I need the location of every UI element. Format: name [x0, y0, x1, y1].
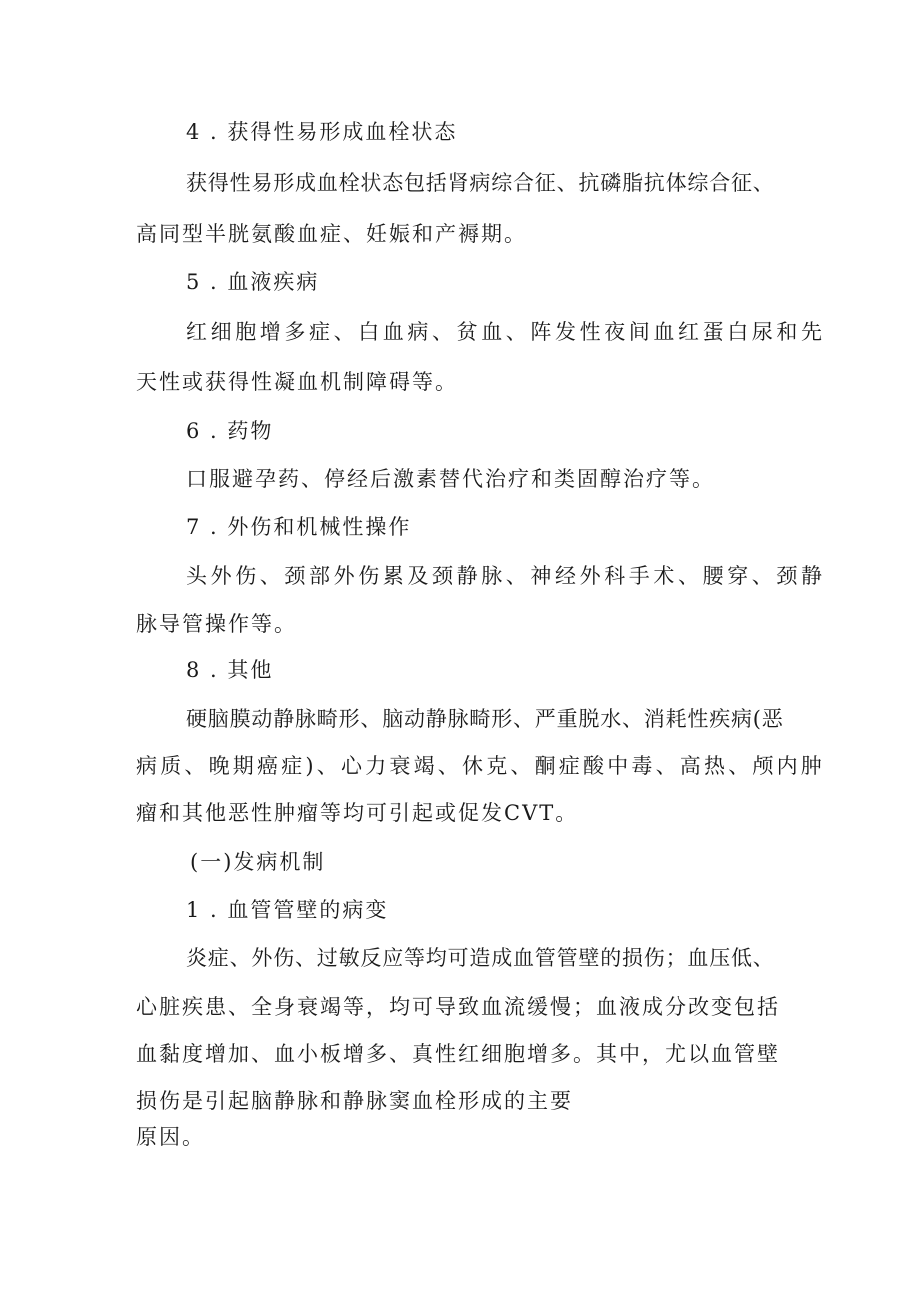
mechanism-1-line-4: 损伤是引起脑静脉和静脉窦血栓形成的主要 [136, 1089, 573, 1113]
mechanism-1-line-5: 原因。 [136, 1125, 205, 1149]
mechanism-1-heading: 1 . 血管管壁的病变 [186, 898, 389, 922]
section-4-heading: 4 . 获得性易形成血栓状态 [186, 120, 458, 144]
section-5-line-2: 天性或获得性凝血机制障碍等。 [136, 370, 458, 394]
section-7-heading: 7 . 外伤和机械性操作 [186, 515, 412, 539]
section-5-line-1: 红细胞增多症、白血病、贫血、阵发性夜间血红蛋白尿和先 [186, 320, 826, 344]
section-4-line-2: 高同型半胱氨酸血症、妊娠和产褥期。 [136, 222, 527, 246]
section-7-line-2: 脉导管操作等。 [136, 612, 297, 636]
section-8-heading: 8 . 其他 [186, 658, 274, 682]
section-7-line-1: 头外伤、颈部外伤累及颈静脉、神经外科手术、腰穿、颈静 [186, 564, 826, 588]
section-6-heading: 6 . 药物 [186, 419, 274, 443]
section-8-line-1: 硬脑膜动静脉畸形、脑动静脉畸形、严重脱水、消耗性疾病(恶 [186, 707, 784, 731]
section-4-line-1: 获得性易形成血栓状态包括肾病综合征、抗磷脂抗体综合征、 [186, 171, 775, 195]
mechanism-1-line-3: 血黏度增加、血小板增多、真性红细胞增多。其中，尤以血管壁 [136, 1042, 780, 1066]
mechanism-1-line-2: 心脏疾患、全身衰竭等，均可导致血流缓慢；血液成分改变包括 [136, 995, 780, 1019]
mechanism-1-line-1: 炎症、外伤、过敏反应等均可造成血管管壁的损伤；血压低、 [186, 946, 775, 970]
section-8-line-3: 瘤和其他恶性肿瘤等均可引起或促发CVT。 [136, 801, 579, 825]
section-5-heading: 5 . 血液疾病 [186, 270, 320, 294]
section-8-line-2: 病质、晚期癌症)、心力衰竭、休克、酮症酸中毒、高热、颅内肿 [136, 754, 825, 778]
mechanism-heading: (一)发病机制 [190, 850, 326, 874]
section-6-line-1: 口服避孕药、停经后激素替代治疗和类固醇治疗等。 [186, 467, 715, 491]
